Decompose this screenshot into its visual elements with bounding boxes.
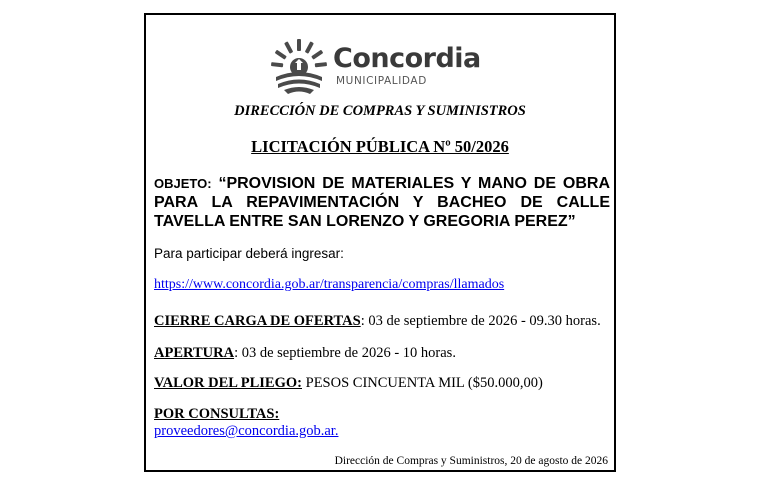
closing-label: CIERRE CARGA DE OFERTAS [154,313,361,329]
object-paragraph [154,174,610,231]
tender-title: LICITACIÓN PÚBLICA Nº 50/2026 [251,137,509,156]
notice-frame [144,13,616,472]
opening-line [154,345,456,362]
closing-line [154,313,601,330]
object-text: “PROVISION DE MATERIALES Y MANO DE OBRA PARA LA REPAVIMENTACIÓN Y BACHEO DE CALLE TAVELLA ENTRE SAN LORENZO Y GREGORIA PEREZ” [154,175,610,230]
inquiries-email-link[interactable]: proveedores@concordia.gob.ar. [154,423,339,439]
brand-subtitle: MUNICIPALIDAD [336,75,427,87]
object-label: OBJETO: [154,176,212,191]
brand-name: Concordia [333,43,481,74]
participate-text: Para participar deberá ingresar: [154,246,344,261]
concordia-emblem-icon [270,37,328,95]
inquiries-label-line [154,406,279,423]
department-heading: DIRECCIÓN DE COMPRAS Y SUMINISTROS [234,103,526,119]
opening-label: APERTURA [154,345,235,361]
price-line [154,375,543,392]
footer-signature: Dirección de Compras y Suministros, 20 de agosto de 2026 [334,455,608,467]
price-label: VALOR DEL PLIEGO: [154,375,302,391]
inquiries-label: POR CONSULTAS: [154,406,280,422]
price-value: PESOS CINCUENTA MIL ($50.000,00) [302,375,543,391]
opening-value: : 03 de septiembre de 2026 - 10 horas. [234,345,456,361]
closing-value: : 03 de septiembre de 2026 - 09.30 horas. [360,313,601,329]
tender-url-link[interactable]: https://www.concordia.gob.ar/transparencia/compras/llamados [154,277,505,292]
concordia-logo [270,37,490,95]
